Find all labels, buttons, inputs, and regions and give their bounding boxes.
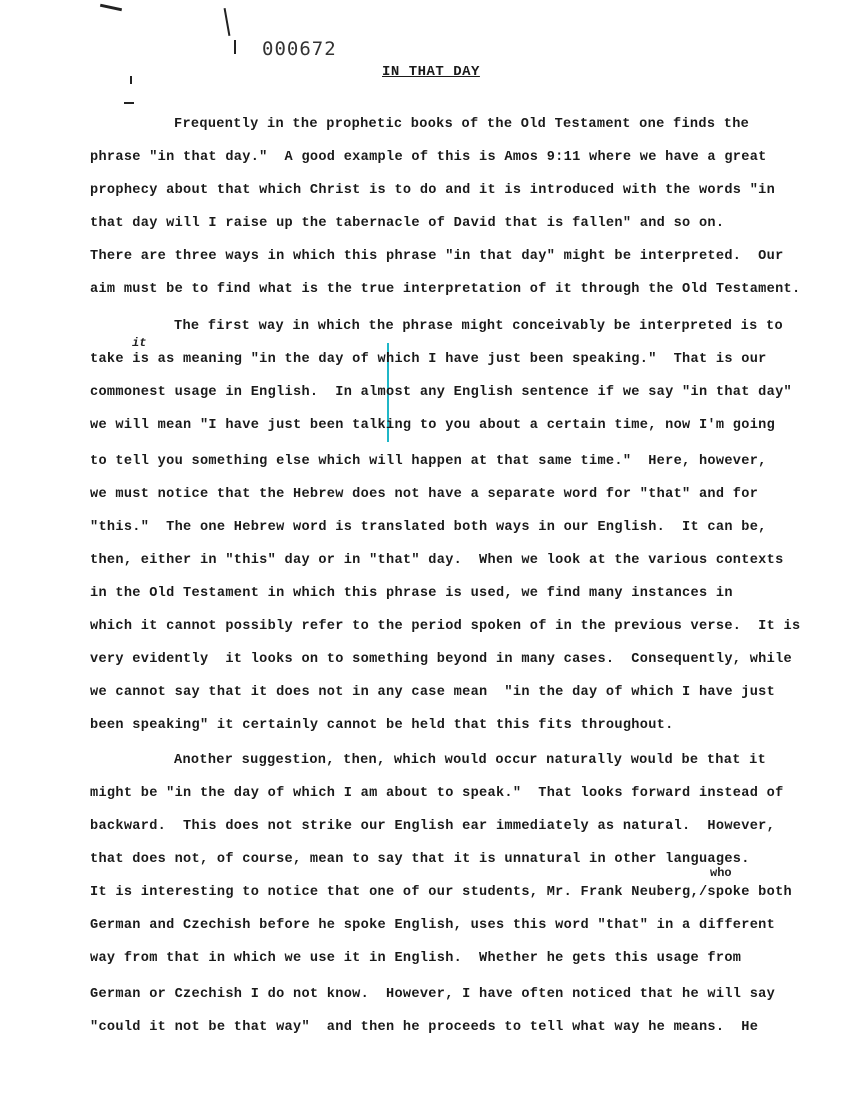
text-line: Frequently in the prophetic books of the Old Testament one finds the [174, 117, 750, 132]
scan-mark [234, 40, 236, 54]
text-line: take is as meaning "in the day of which I have just been speaking." That is our [90, 352, 767, 367]
text-line: backward. This does not strike our English ear immediately as natural. However, [90, 819, 776, 834]
text-line: we must notice that the Hebrew does not have a separate word for "that" and for [90, 487, 759, 502]
page-title: IN THAT DAY [382, 64, 480, 80]
text-line: that does not, of course, mean to say that it is unnatural in other languages. [90, 852, 750, 867]
text-line: been speaking" it certainly cannot be held that this fits throughout. [90, 718, 674, 733]
text-line: very evidently it looks on to something beyond in many cases. Consequently, while [90, 652, 792, 667]
text-line: phrase "in that day." A good example of this is Amos 9:11 where we have a great [90, 150, 767, 165]
document-number: 000672 [262, 38, 337, 60]
text-line: prophecy about that which Christ is to do and it is introduced with the words "in [90, 183, 776, 198]
text-line: Another suggestion, then, which would occur naturally would be that it [174, 753, 767, 768]
text-line: German or Czechish I do not know. However, I have often noticed that he will say [90, 987, 776, 1002]
text-line: "this." The one Hebrew word is translated both ways in our English. It can be, [90, 520, 767, 535]
text-line: way from that in which we use it in English. Whether he gets this usage from [90, 951, 742, 966]
text-line: There are three ways in which this phrase "in that day" might be interpreted. Our [90, 249, 784, 264]
text-line: then, either in "this" day or in "that" day. When we look at the various contexts [90, 553, 784, 568]
interlinear-note-who: who [710, 866, 732, 880]
text-line: to tell you something else which will happen at that same time." Here, however, [90, 454, 767, 469]
scan-mark [130, 76, 132, 84]
text-line: The first way in which the phrase might conceivably be interpreted is to [174, 319, 783, 334]
text-line: might be "in the day of which I am about to speak." That looks forward instead of [90, 786, 784, 801]
text-line: "could it not be that way" and then he proceeds to tell what way he means. He [90, 1020, 759, 1035]
text-line: we cannot say that it does not in any case mean "in the day of which I have just [90, 685, 776, 700]
scan-mark [224, 8, 231, 36]
text-line: commonest usage in English. In almost any English sentence if we say "in that day" [90, 385, 792, 400]
interlinear-note-it: it [132, 336, 147, 350]
text-line: German and Czechish before he spoke English, uses this word "that" in a different [90, 918, 776, 933]
scan-mark [100, 4, 122, 12]
text-line: It is interesting to notice that one of our students, Mr. Frank Neuberg,/spoke both [90, 885, 792, 900]
text-line: which it cannot possibly refer to the period spoken of in the previous verse. It is [90, 619, 801, 634]
text-line: aim must be to find what is the true interpretation of it through the Old Testament. [90, 282, 801, 297]
scan-mark [124, 102, 134, 104]
text-line: in the Old Testament in which this phrase is used, we find many instances in [90, 586, 733, 601]
text-line: that day will I raise up the tabernacle of David that is fallen" and so on. [90, 216, 725, 231]
text-line: we will mean "I have just been talking to you about a certain time, now I'm going [90, 418, 776, 433]
